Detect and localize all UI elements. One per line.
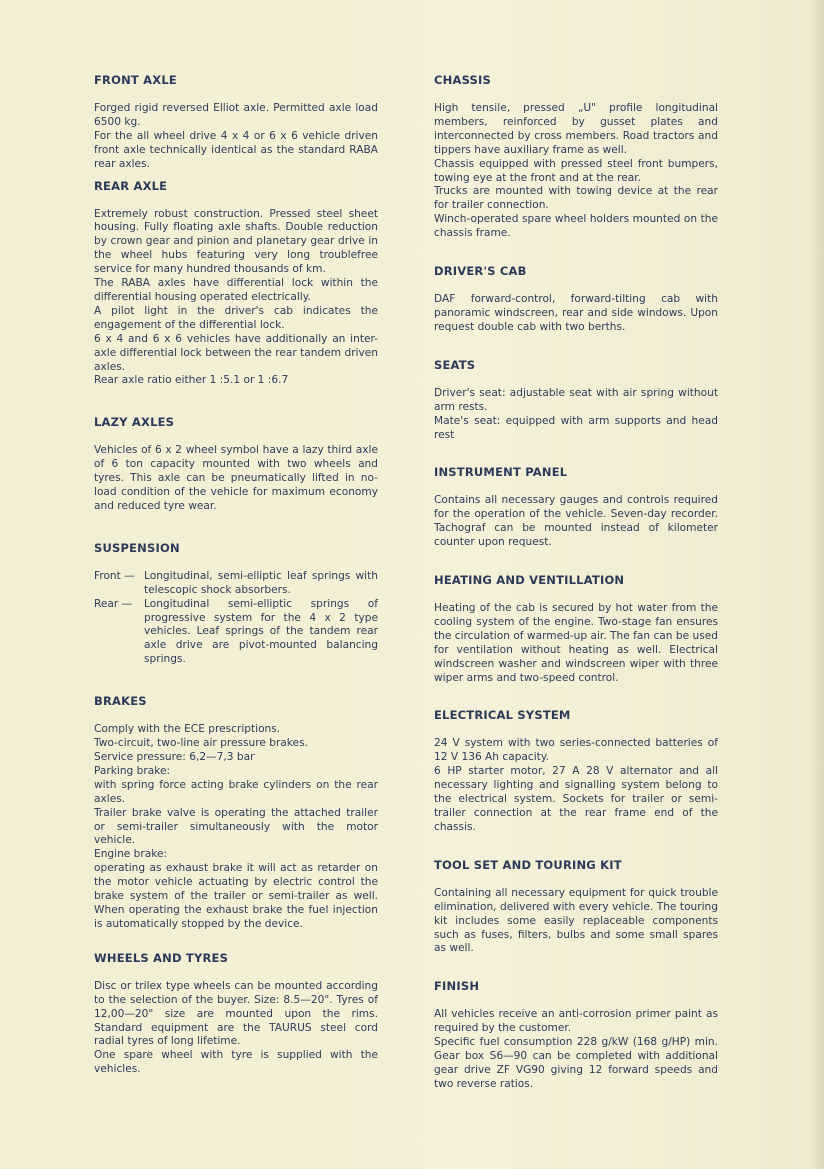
- paragraph: Trucks are mounted with towing device at the rear for trailer connection.: [434, 185, 718, 212]
- suspension-front: [94, 570, 378, 598]
- paragraph: DAF forward-control, forward-tilting cab with panoramic windscreen, rear and side windows. Upon request double cab with two berths.: [434, 293, 718, 333]
- section-front-axle: [94, 72, 378, 172]
- paragraph: Vehicles of 6 x 2 wheel symbol have a lazy third axle of 6 ton capacity mounted with two wheels and tyres. This axle can be pneumatically lifted in no-load condition of the vehicle for maximum economy and reduced tyre wear.: [94, 444, 378, 512]
- paragraph: Rear axle ratio either 1 :5.1 or 1 :6.7: [94, 374, 289, 387]
- section-rear-axle: [94, 178, 378, 389]
- section-drivers-cab: [434, 263, 718, 335]
- section-instrument-panel: [434, 464, 718, 550]
- section-title: SEATS: [434, 357, 476, 372]
- term: Front —: [94, 569, 135, 582]
- paragraph: Disc or trilex type wheels can be mounted according to the selection of the buyer. Size: 8.5—20". Tyres of 12,00—20" size are mounted upon the rims. Standard equipment are the TAURUS steel cord radial tyres of long lifetime.: [94, 979, 378, 1048]
- section-title: WHEELS AND TYRES: [94, 950, 229, 965]
- section-tool-set: [434, 857, 718, 957]
- paragraph: Service pressure: 6,2—7,3 bar: [94, 751, 255, 763]
- section-seats: [434, 357, 718, 443]
- paragraph: Engine brake:: [94, 848, 168, 861]
- section-heating: [434, 572, 718, 685]
- section-wheels-tyres: [94, 950, 378, 1077]
- right-column: [434, 72, 718, 1092]
- page-edge-shadow: [810, 0, 824, 1169]
- section-finish: [434, 978, 718, 1091]
- paragraph: Driver's seat: adjustable seat with air spring without arm rests.: [434, 386, 718, 413]
- paragraph: Contains all necessary gauges and controls required for the operation of the vehicle. Seven-day recorder. Tachograf can be mounted instead of kilometer counter upon request.: [434, 494, 718, 549]
- section-chassis: [434, 72, 718, 241]
- paragraph: Containing all necessary equipment for quick trouble elimination, delivered with every vehicle. The touring kit includes some easily replaceable components such as fuses, filters, bulbs and some small spares as well.: [434, 886, 718, 955]
- section-title: SUSPENSION: [94, 540, 180, 555]
- paragraph: 6 HP starter motor, 27 A 28 V alternator and all necessary lighting and signalling system belong to the electrical system. Sockets for trailer or semi-trailer connection at the rear frame end of the chassis.: [434, 765, 718, 833]
- paragraph: 24 V system with two series-connected batteries of 12 V 136 Ah capacity.: [434, 737, 718, 764]
- section-lazy-axles: [94, 414, 378, 514]
- paragraph: Mate's seat: equipped with arm supports and head rest: [434, 414, 718, 441]
- paragraph: operating as exhaust brake it will act as retarder on the motor vehicle actuating by electric control the brake system of the trailer or semi-trailer as well. When operating the exhaust brake the fuel injection is automatically stopped by the device.: [94, 862, 378, 930]
- section-title: TOOL SET AND TOURING KIT: [434, 857, 622, 872]
- section-suspension: [94, 540, 378, 667]
- description: Longitudinal semi-elliptic springs of progressive system for the 4 x 2 type vehicles. Leaf springs of the tandem rear axle drive are pivot-mounted balancing springs.: [144, 597, 378, 666]
- paragraph: with spring force acting brake cylinders on the rear axles.: [94, 778, 378, 805]
- paragraph: One spare wheel with tyre is supplied with the vehicles.: [94, 1049, 378, 1076]
- section-title: BRAKES: [94, 694, 147, 709]
- section-title: FRONT AXLE: [94, 73, 177, 87]
- paragraph: Comply with the ECE prescriptions.: [94, 723, 281, 736]
- section-brakes: [94, 693, 378, 932]
- paragraph: Extremely robust construction. Pressed steel sheet housing. Fully floating axle shafts. Double reduction by crown gear and pinion and planetary gear drive in the wheel hubs featuring very long troublefree service for many hundred thousands of km.: [94, 207, 378, 276]
- paragraph: High tensile, pressed „U" profile longitudinal members, reinforced by gusset plates and interconnected by cross members. Road tractors and tippers have auxiliary frame as well.: [434, 102, 718, 156]
- section-title: LAZY AXLES: [94, 415, 175, 430]
- suspension-rear: [94, 598, 378, 668]
- section-title: DRIVER'S CAB: [434, 264, 527, 279]
- paragraph: Heating of the cab is secured by hot water from the cooling system of the engine. Two-stage fan ensures the circulation of warmed-up air. The fan can be used for ventilation without heating as well. Electrical windscreen washer and windscreen wiper with three wiper arms and two-speed control.: [434, 602, 718, 684]
- paragraph: Winch-operated spare wheel holders mounted on the chassis frame.: [434, 213, 718, 240]
- left-column: [94, 72, 378, 1077]
- section-electrical: [434, 707, 718, 834]
- paragraph: Trailer brake valve is operating the attached trailer or semi-trailer simultaneously with the motor vehicle.: [94, 806, 378, 847]
- paragraph: Chassis equipped with pressed steel front bumpers, towing eye at the front and at the rear.: [434, 157, 718, 184]
- section-title: CHASSIS: [434, 73, 491, 87]
- section-title: ELECTRICAL SYSTEM: [434, 708, 571, 723]
- section-title: HEATING AND VENTILLATION: [434, 573, 625, 588]
- paragraph: Parking brake:: [94, 764, 171, 777]
- paragraph: Forged rigid reversed Elliot axle. Permitted axle load 6500 kg.: [94, 102, 378, 128]
- paragraph: Two-circuit, two-line air pressure brakes.: [94, 737, 308, 750]
- paragraph: All vehicles receive an anti-corrosion primer paint as required by the customer.: [434, 1008, 718, 1035]
- paragraph: Specific fuel consumption 228 g/kW (168 g/HP) min. Gear box S6—90 can be completed with additional gear drive ZF VG90 giving 12 forward speeds and two reverse ratios.: [434, 1036, 718, 1090]
- term: Rear —: [94, 597, 133, 610]
- section-title: REAR AXLE: [94, 178, 168, 193]
- paragraph: For the all wheel drive 4 x 4 or 6 x 6 vehicle driven front axle technically identical as the standard RABA rear axles.: [94, 129, 378, 170]
- paragraph: 6 x 4 and 6 x 6 vehicles have additionally an inter-axle differential lock between the rear tandem driven axles.: [94, 332, 378, 373]
- paragraph: A pilot light in the driver's cab indicates the engagement of the differential lock.: [94, 304, 378, 331]
- description: Longitudinal, semi-elliptic leaf springs with telescopic shock absorbers.: [144, 569, 378, 596]
- paragraph: The RABA axles have differential lock within the differential housing operated electrically.: [94, 277, 378, 303]
- section-title: FINISH: [434, 979, 480, 994]
- section-title: INSTRUMENT PANEL: [434, 465, 568, 480]
